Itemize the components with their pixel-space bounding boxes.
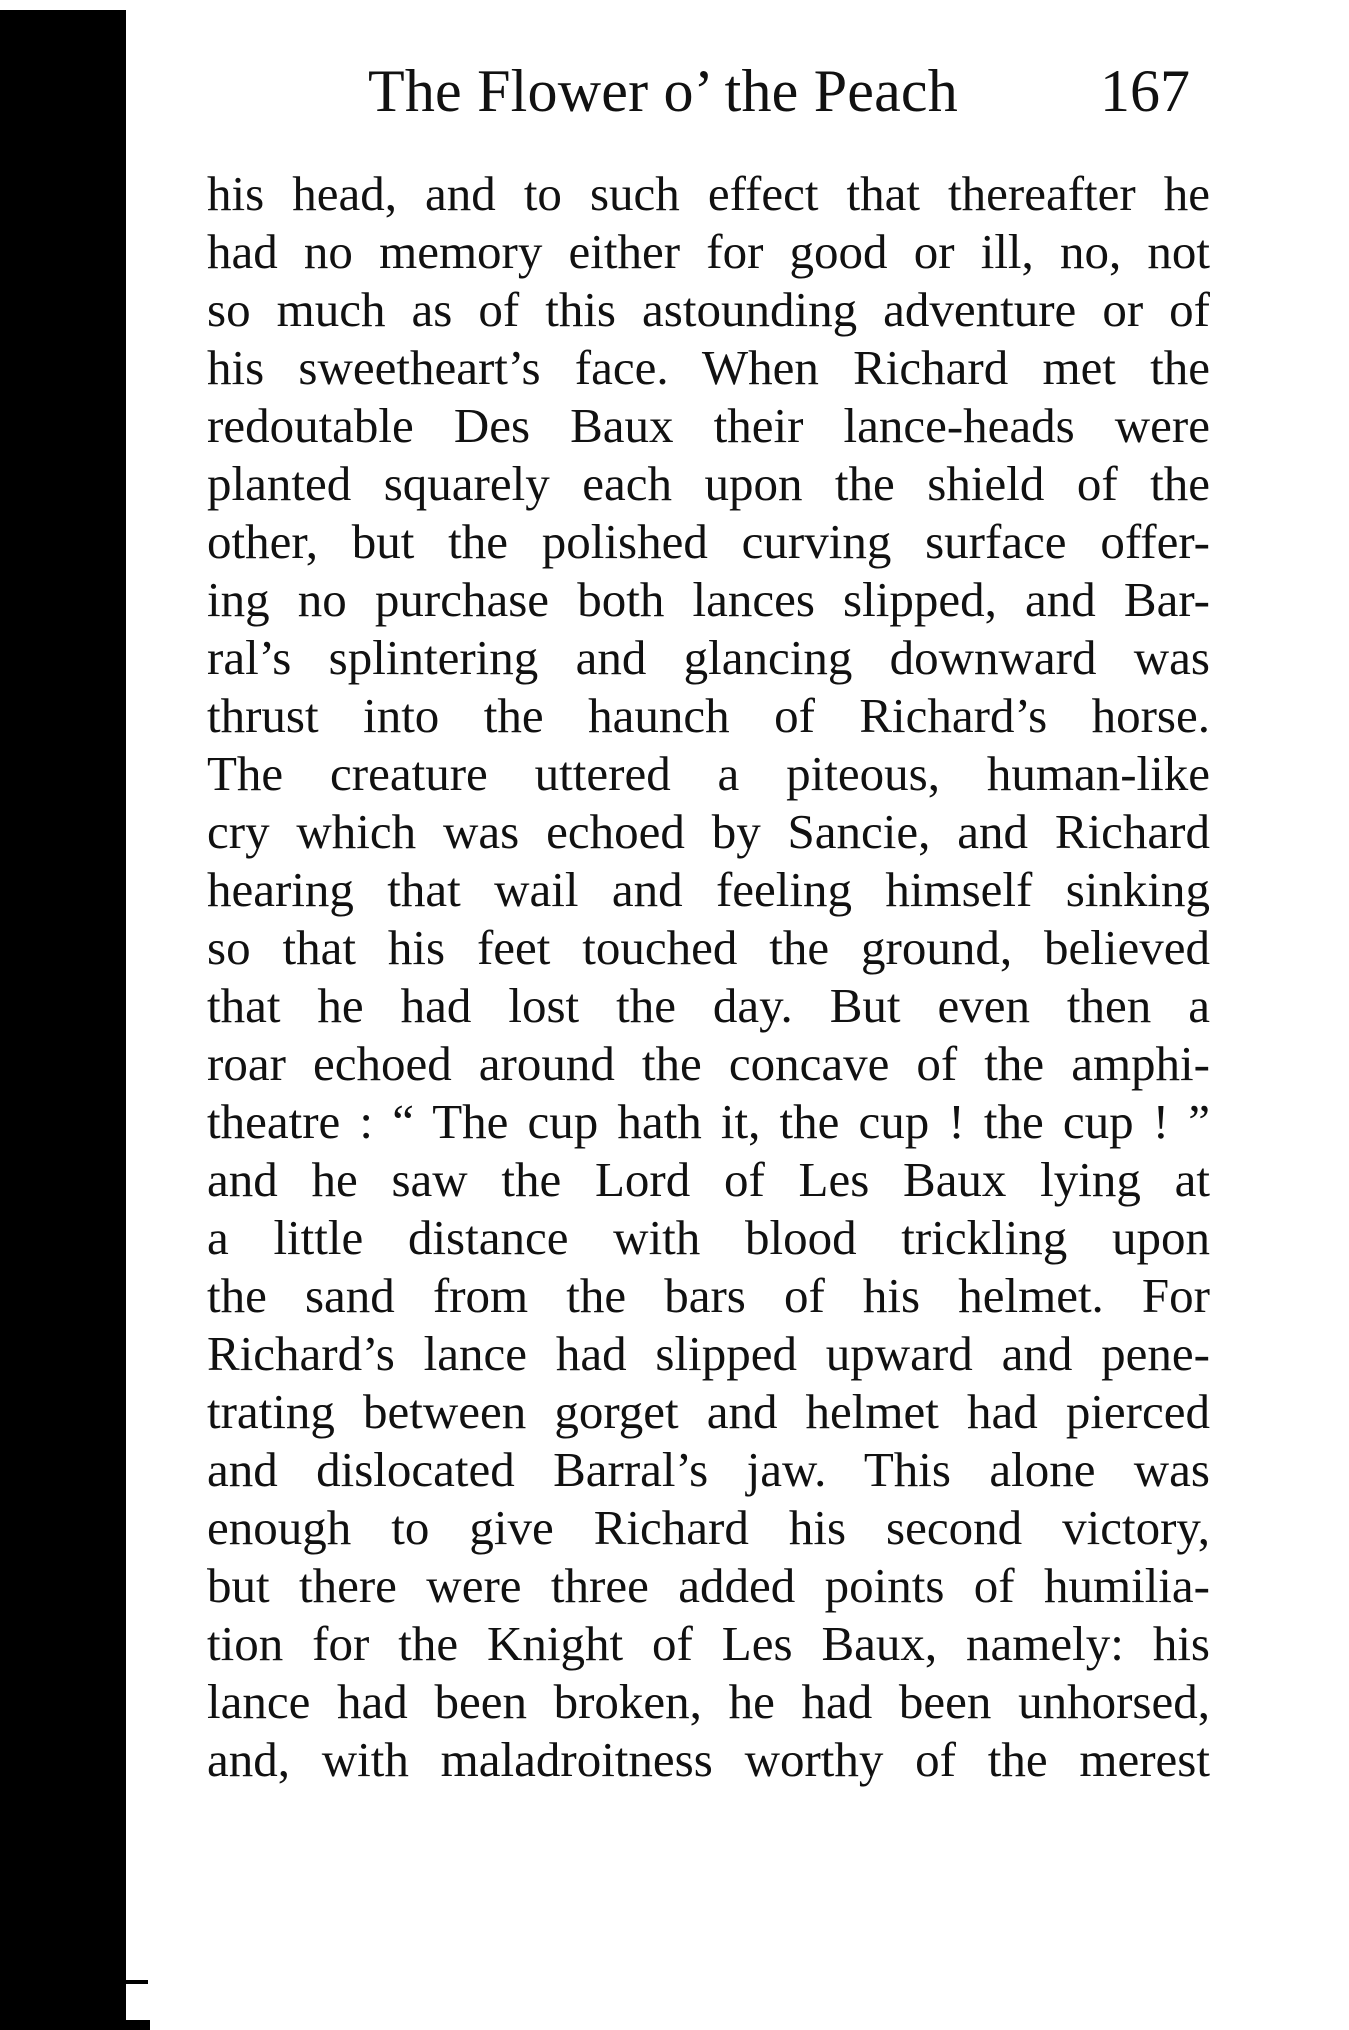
text-line: his head, and to such effect that thereafter he <box>207 166 1210 221</box>
text-line: but there were three added points of humilia- <box>207 1558 1210 1613</box>
text-line: trating between gorget and helmet had pierced <box>207 1384 1210 1439</box>
running-head: The Flower o’ the Peach <box>368 58 958 124</box>
text-line: so that his feet touched the ground, believed <box>207 920 1210 975</box>
text-line: roar echoed around the concave of the amphi- <box>207 1036 1210 1091</box>
page-number: 167 <box>1100 58 1190 124</box>
scan-edge-shadow <box>0 10 126 2020</box>
text-line: Richard’s lance had slipped upward and pene- <box>207 1326 1210 1381</box>
text-line: had no memory either for good or ill, no, not <box>207 224 1210 279</box>
scan-edge-notch <box>120 1980 148 1984</box>
scan-bottom-edge <box>0 2020 150 2030</box>
text-line: and he saw the Lord of Les Baux lying at <box>207 1152 1210 1207</box>
text-line: enough to give Richard his second victory, <box>207 1500 1210 1555</box>
text-line: The creature uttered a piteous, human-like <box>207 746 1210 801</box>
text-line: his sweetheart’s face. When Richard met the <box>207 340 1210 395</box>
text-line: hearing that wail and feeling himself sinking <box>207 862 1210 917</box>
text-line: ral’s splintering and glancing downward was <box>207 630 1210 685</box>
text-line: theatre : “ The cup hath it, the cup ! the cup ! ” <box>207 1094 1210 1149</box>
body-text <box>207 165 1210 1789</box>
text-line: other, but the polished curving surface offer- <box>207 514 1210 569</box>
text-line: so much as of this astounding adventure or of <box>207 282 1210 337</box>
text-line: redoutable Des Baux their lance-heads were <box>207 398 1210 453</box>
text-line: the sand from the bars of his helmet. For <box>207 1268 1210 1323</box>
text-line: a little distance with blood trickling upon <box>207 1210 1210 1265</box>
text-line: ing no purchase both lances slipped, and Bar- <box>207 572 1210 627</box>
page-header <box>160 46 1190 136</box>
text-line: thrust into the haunch of Richard’s horse. <box>207 688 1210 743</box>
text-line: and dislocated Barral’s jaw. This alone was <box>207 1442 1210 1497</box>
text-line: and, with maladroitness worthy of the merest <box>207 1732 1210 1787</box>
text-line: lance had been broken, he had been unhorsed, <box>207 1674 1210 1729</box>
text-line: planted squarely each upon the shield of the <box>207 456 1210 511</box>
text-line: tion for the Knight of Les Baux, namely: his <box>207 1616 1210 1671</box>
text-line: cry which was echoed by Sancie, and Richard <box>207 804 1210 859</box>
text-line: that he had lost the day. But even then a <box>207 978 1210 1033</box>
